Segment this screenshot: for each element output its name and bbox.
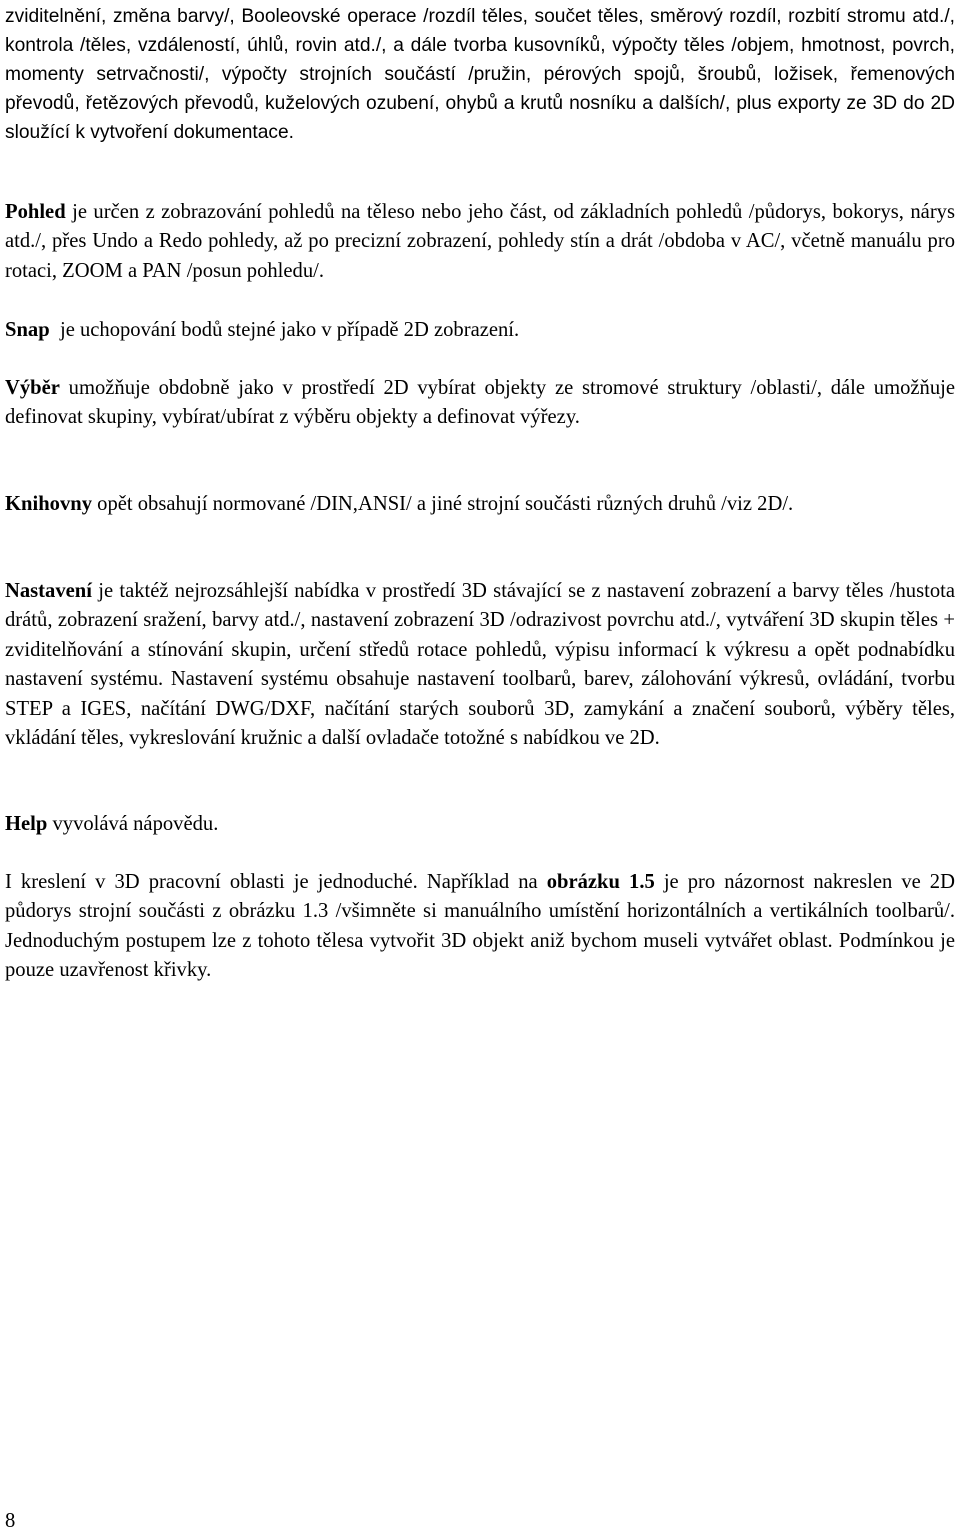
paragraph-text: je taktéž nejrozsáhlejší nabídka v prostředí 3D stávající se z nastavení zobrazení a barvy těles /hustota drátů, zobrazení sražení, barvy atd./, nastavení zobrazení 3D /odrazivost povrchu atd./, vytváření 3D skupin těles + zviditelňování a stínování skupin, určení středů rotace pohledů, výpisu informací k výkresu a opět podnabídku nastavení systému. Nastavení systému obsahuje nastavení toolbarů, barev, zálohování výkresů, ovládání, tvorbu STEP a IGES, načítání DWG/DXF, načítání starých souborů 3D, zamykání a značení souborů, výběry těles, vkládání těles, vykreslování kružnic a další ovladače totožné s nabídkou ve 2D. [5, 580, 955, 750]
term-vyber: Výběr [5, 377, 60, 399]
paragraph-text: opět obsahují normované /DIN,ANSI/ a jiné strojní součásti různých druhů /viz 2D/. [92, 493, 794, 515]
paragraph-functions-list [5, 2, 955, 147]
term-snap: Snap [5, 319, 50, 341]
page-number: 8 [5, 1510, 16, 1532]
paragraph-text: zviditelnění, změna barvy/, Booleovské operace /rozdíl těles, součet těles, směrový rozdíl, rozbití stromu atd./, kontrola /těles, vzdáleností, úhlů, rovin atd./, a dále tvorba kusovníků, výpočty těles /objem, hmotnost, povrch, momenty setrvačnosti/, výpočty strojních součástí /pružin, pérových spojů, šroubů, ložisek, řemenových převodů, řetězových převodů, kuželových ozubení, ohybů a krutů nosníku a dalších/, plus exporty ze 3D do 2D sloužící k vytvoření dokumentace. [5, 6, 955, 143]
term-help: Help [5, 813, 48, 835]
paragraph-knihovny [5, 490, 955, 519]
paragraph-kresleni-3d [5, 868, 955, 986]
paragraph-nastaveni [5, 577, 955, 753]
paragraph-text: vyvolává nápovědu. [47, 813, 219, 835]
term-knihovny: Knihovny [5, 493, 92, 515]
paragraph-help [5, 810, 955, 839]
figure-reference: obrázku 1.5 [546, 871, 655, 893]
paragraph-text: umožňuje obdobně jako v prostředí 2D vybírat objekty ze stromové struktury /oblasti/, dále umožňuje definovat skupiny, vybírat/ubírat z výběru objekty a definovat výřezy. [5, 377, 955, 429]
paragraph-text: je určen z zobrazování pohledů na těleso nebo jeho část, od základních pohledů /půdorys, bokorys, nárys atd./, přes Undo a Redo pohledy, až po precizní zobrazení, pohledy stín a drát /obdoba v AC/, včetně manuálu pro rotaci, ZOOM a PAN /posun pohledu/. [5, 201, 955, 282]
paragraph-text-a: I kreslení v 3D pracovní oblasti je jednoduché. Například na [5, 871, 547, 893]
paragraph-text-b: je pro názornost nakreslen ve 2D půdorys strojní součásti z obrázku 1.3 /všimněte si manuálního umístění horizontálních a vertikálních toolbarů/. Jednoduchým postupem lze z tohoto tělesa vytvořit 3D objekt aniž bychom museli vytvářet oblast. Podmínkou je pouze uzavřenost křivky. [5, 871, 955, 982]
term-pohled: Pohled [5, 201, 66, 223]
paragraph-vyber [5, 374, 955, 433]
paragraph-text: je uchopování bodů stejné jako v případě 2D zobrazení. [49, 319, 520, 341]
paragraph-pohled [5, 198, 955, 286]
paragraph-snap [5, 316, 955, 345]
term-nastaveni: Nastavení [5, 580, 92, 602]
